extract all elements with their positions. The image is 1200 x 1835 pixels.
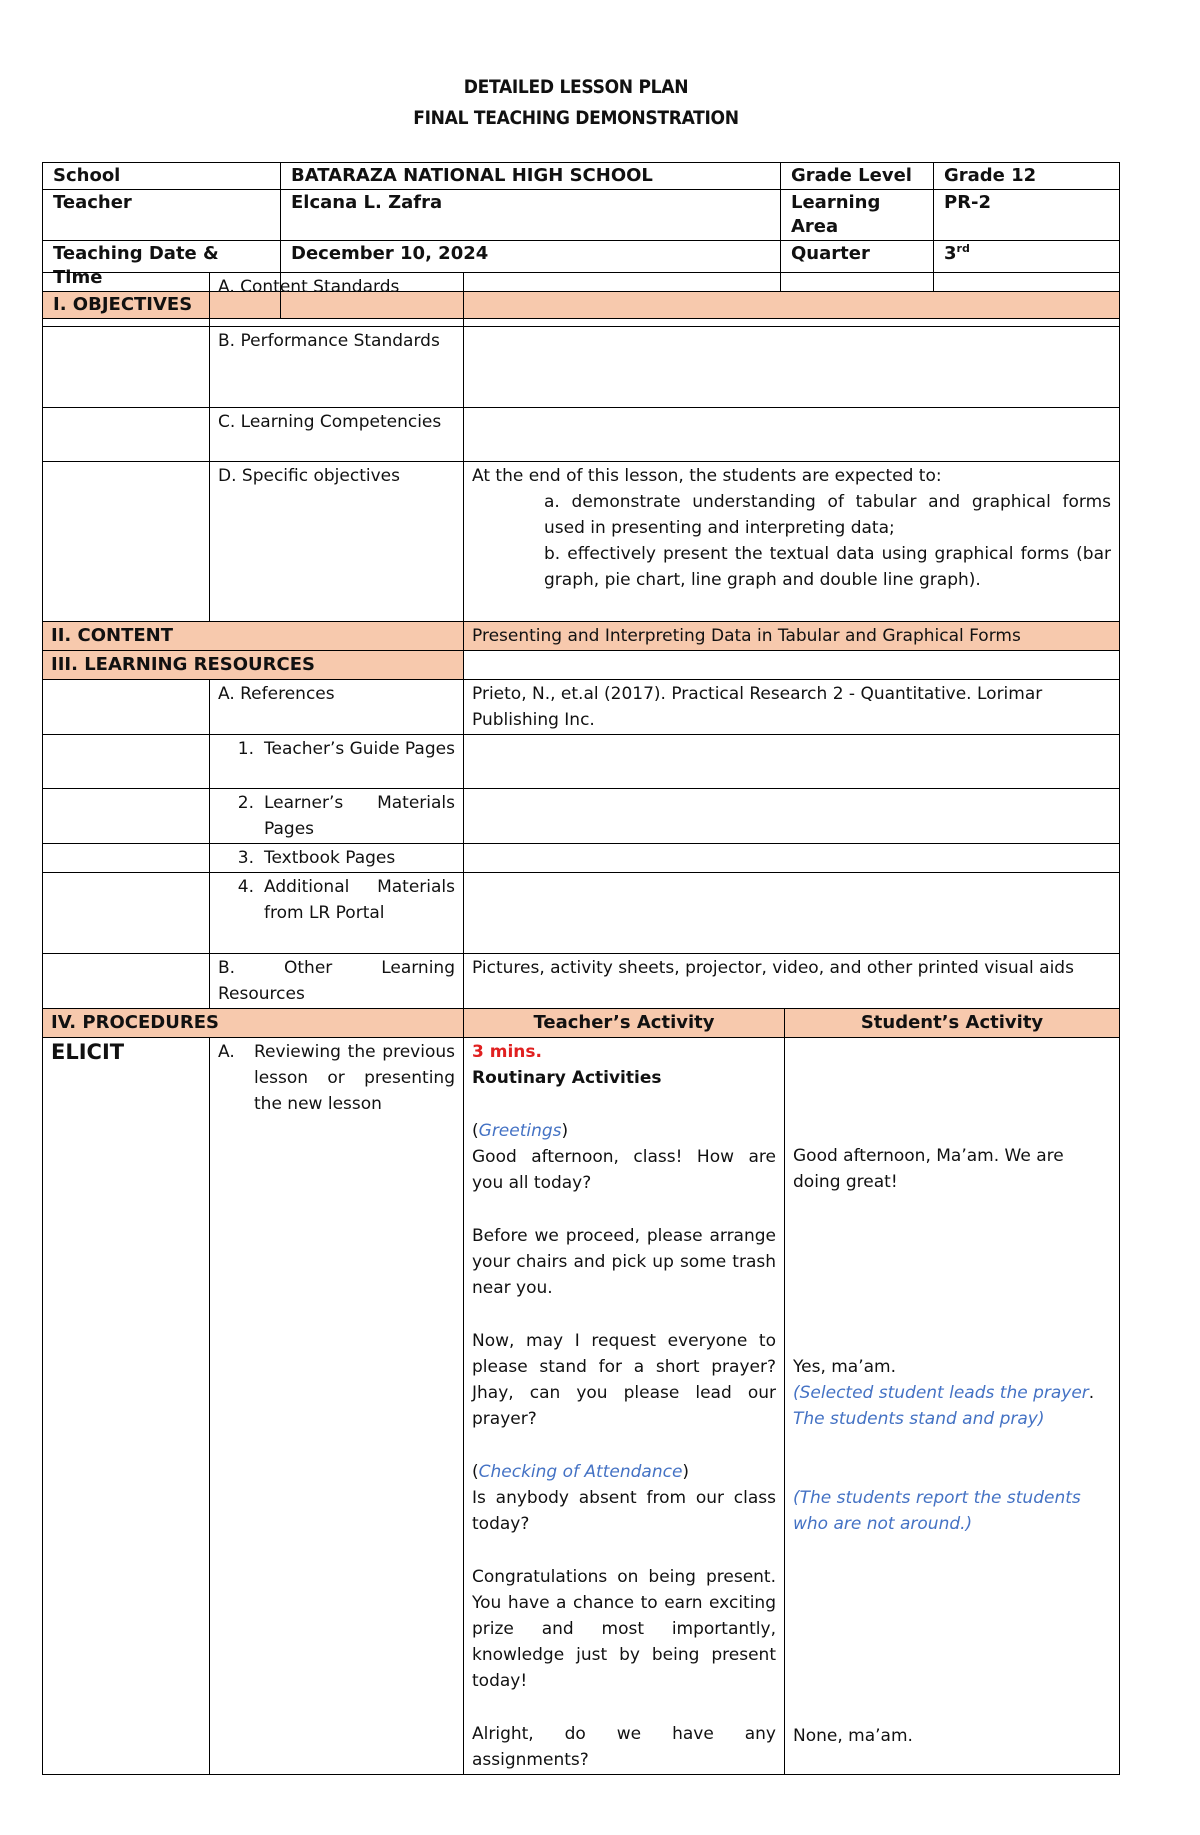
other-resources-label: B. Other Learning Resources — [210, 954, 464, 1009]
info-row-school — [43, 163, 1120, 190]
document-subtitle: FINAL TEACHING DEMONSTRATION — [413, 107, 739, 129]
specific-objectives-intro: At the end of this lesson, the students are expected to: — [472, 466, 942, 486]
resource-item-value — [464, 735, 1120, 789]
teacher-activity-header: Teacher’s Activity — [464, 1009, 785, 1038]
info-row-teacher — [43, 190, 1120, 241]
blank-cell — [43, 789, 210, 844]
resource-item-number: 1. — [237, 739, 254, 759]
quarter-number: 3 — [944, 243, 957, 264]
procedures-heading-row — [43, 1009, 1120, 1038]
objectives-heading: I. OBJECTIVES — [43, 292, 281, 319]
document-header — [0, 72, 1152, 134]
resource-item-number: 3. — [237, 848, 254, 868]
learning-resources-heading: III. LEARNING RESOURCES — [43, 651, 464, 680]
performance-standards-label: B. Performance Standards — [210, 327, 464, 408]
teaching-date-label: Teaching Date & Time — [43, 241, 281, 292]
blank-cell — [43, 954, 210, 1009]
greeting-reply: Good afternoon, Ma’am. We are doing great! — [793, 1146, 1064, 1192]
content-heading: II. CONTENT — [43, 622, 464, 651]
resource-item-label: Learner’s Materials Pages — [264, 793, 455, 839]
elicit-phase-label: ELICIT — [43, 1038, 210, 1775]
attendance-label: (Checking of Attendance) — [472, 1462, 690, 1482]
blank-cell — [43, 735, 210, 789]
specific-objective-a: a. demonstrate understanding of tabular and graphical forms used in presenting and interpreting data; — [544, 492, 1111, 538]
resource-item — [210, 735, 464, 789]
student-activity-cell — [785, 1038, 1120, 1775]
document-title: DETAILED LESSON PLAN — [463, 76, 689, 98]
student-activity-header: Student’s Activity — [785, 1009, 1120, 1038]
references-row — [43, 680, 1120, 735]
specific-objectives-row — [43, 462, 1120, 622]
learning-resources-heading-row — [43, 651, 1120, 680]
learning-area-label: Learning Area — [781, 190, 934, 241]
procedures-heading: IV. PROCEDURES — [43, 1009, 464, 1038]
greetings-label: (Greetings) — [472, 1121, 569, 1141]
content-standards-value — [464, 273, 1120, 327]
references-value: Prieto, N., et.al (2017). Practical Research 2 - Quantitative. Lorimar Publishing Inc. — [464, 680, 1120, 735]
blank-cell — [43, 408, 210, 462]
time-allotment: 3 mins. — [472, 1042, 542, 1062]
references-label: A. References — [210, 680, 464, 735]
content-standards-label: A. Content Standards — [210, 273, 464, 327]
specific-objectives-value — [464, 462, 1120, 622]
resource-item-row — [43, 789, 1120, 844]
grade-level-value: Grade 12 — [934, 163, 1120, 190]
resource-item-row — [43, 735, 1120, 789]
learning-area-value: PR-2 — [934, 190, 1120, 241]
arrange-text: Before we proceed, please arrange your chairs and pick up some trash near you. — [472, 1226, 776, 1298]
school-label: School — [43, 163, 281, 190]
resource-item — [210, 844, 464, 873]
other-resources-value: Pictures, activity sheets, projector, video, and other printed visual aids — [464, 954, 1120, 1009]
school-value: BATARAZA NATIONAL HIGH SCHOOL — [281, 163, 781, 190]
resource-item-row — [43, 844, 1120, 873]
performance-standards-row — [43, 327, 1120, 408]
prayer-text: Now, may I request everyone to please stand for a short prayer? Jhay, can you please lead our prayer? — [472, 1331, 776, 1429]
teaching-date-value: December 10, 2024 — [281, 241, 781, 292]
resource-item-value — [464, 873, 1120, 954]
quarter-suffix: rd — [956, 242, 970, 255]
content-row — [43, 622, 1120, 651]
assignment-reply: None, ma’am. — [793, 1726, 913, 1746]
specific-objectives-label: D. Specific objectives — [210, 462, 464, 622]
lesson-plan-table — [42, 272, 1120, 1775]
absent-question: Is anybody absent from our class today? — [472, 1488, 776, 1534]
greeting-text: Good afternoon, class! How are you all today? — [472, 1147, 776, 1193]
other-resources-row — [43, 954, 1120, 1009]
blank-cell — [43, 844, 210, 873]
quarter-label: Quarter — [781, 241, 934, 292]
prayer-reply: Yes, ma’am. — [793, 1357, 897, 1377]
elicit-step — [210, 1038, 464, 1775]
resource-item — [210, 873, 464, 954]
resource-item — [210, 789, 464, 844]
step-label: Reviewing the previous lesson or presenting the new lesson — [254, 1042, 455, 1114]
elicit-row — [43, 1038, 1120, 1775]
learning-competencies-row — [43, 408, 1120, 462]
teacher-value: Elcana L. Zafra — [281, 190, 781, 241]
specific-objective-b: b. effectively present the textual data using graphical forms (bar graph, pie chart, line graph and double line graph). — [544, 544, 1111, 590]
resource-item-label: Additional Materials from LR Portal — [264, 877, 455, 923]
grade-level-label: Grade Level — [781, 163, 934, 190]
routinary-activities-label: Routinary Activities — [472, 1068, 662, 1088]
congratulations-text: Congratulations on being present. You have a chance to earn exciting prize and most importantly, knowledge just by being present today! — [472, 1567, 776, 1691]
resource-item-value — [464, 844, 1120, 873]
blank-cell — [43, 462, 210, 622]
teacher-label: Teacher — [43, 190, 281, 241]
resource-item-label: Teacher’s Guide Pages — [264, 739, 455, 759]
blank-cell — [43, 680, 210, 735]
blank-cell — [43, 873, 210, 954]
content-value: Presenting and Interpreting Data in Tabular and Graphical Forms — [464, 622, 1120, 651]
content-standards-row — [43, 273, 1120, 327]
assignment-question: Alright, do we have any assignments? — [472, 1724, 776, 1770]
performance-standards-value — [464, 327, 1120, 408]
blank-cell — [43, 273, 210, 327]
learning-resources-heading-fill — [464, 651, 1120, 680]
learning-competencies-value — [464, 408, 1120, 462]
teacher-activity-cell — [464, 1038, 785, 1775]
resource-item-value — [464, 789, 1120, 844]
resource-item-number: 2. — [237, 793, 254, 813]
prayer-note: (Selected student leads the prayer. The students stand and pray) — [793, 1383, 1095, 1429]
blank-cell — [43, 327, 210, 408]
resource-item-row — [43, 873, 1120, 954]
attendance-note: (The students report the students who are not around.) — [793, 1488, 1081, 1534]
resource-item-label: Textbook Pages — [264, 848, 396, 868]
step-number: A. — [218, 1042, 235, 1062]
resource-item-number: 4. — [237, 877, 254, 897]
learning-competencies-label: C. Learning Competencies — [210, 408, 464, 462]
